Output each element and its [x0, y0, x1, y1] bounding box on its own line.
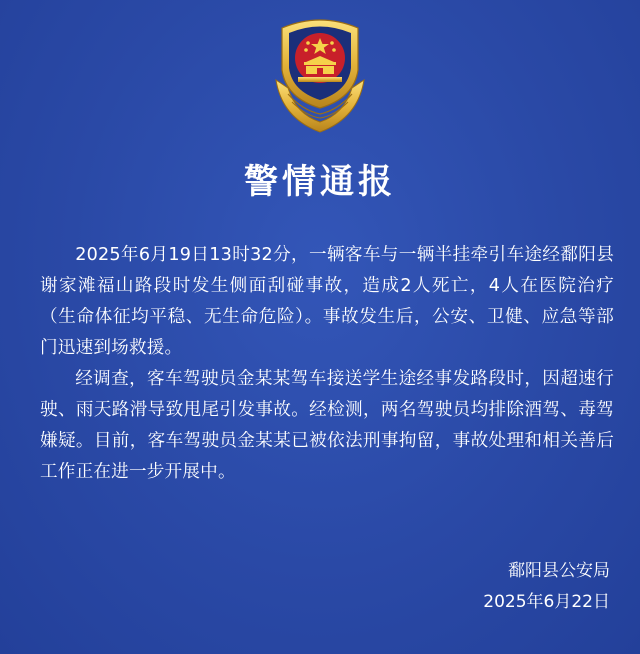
notice-signature — [483, 556, 610, 618]
notice-body — [40, 240, 614, 488]
notice-paragraph: 2025年6月19日13时32分，一辆客车与一辆半挂牵引车途经鄱阳县谢家滩福山路段时发生侧面刮碰事故，造成2人死亡，4人在医院治疗（生命体征均平稳、无生命危险）。事故发生后，公安、卫健、应急等部门迅速到场救援。 — [40, 245, 614, 358]
notice-title: 警情通报 — [244, 162, 396, 202]
notice-paragraph: 经调查，客车驾驶员金某某驾车接送学生途经事发路段时，因超速行驶、雨天路滑导致甩尾引发事故。经检测，两名驾驶员均排除酒驾、毒驾嫌疑。目前，客车驾驶员金某某已被依法刑事拘留，事故处理和相关善后工作正在进一步开展中。 — [40, 369, 614, 482]
issuer-name: 鄱阳县公安局 — [508, 561, 610, 581]
issue-date: 2025年6月22日 — [483, 592, 610, 612]
police-badge-icon — [262, 10, 378, 136]
